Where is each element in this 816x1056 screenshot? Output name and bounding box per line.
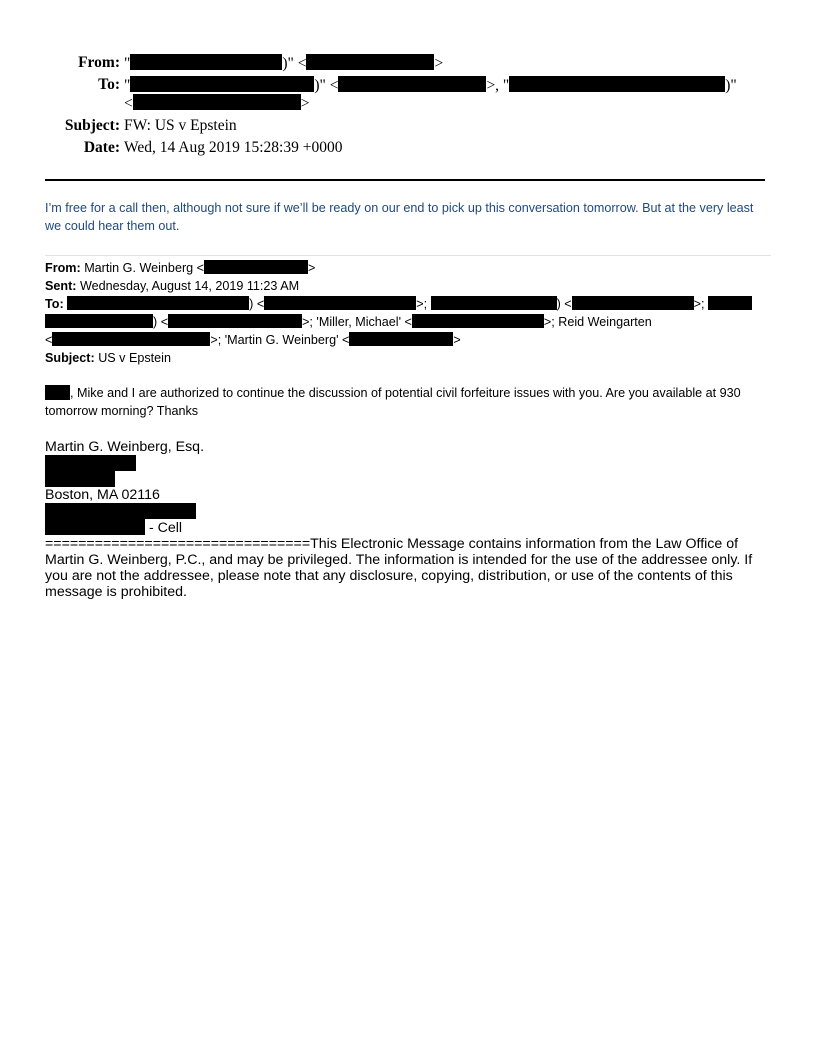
orig-sent-line: [45, 277, 775, 295]
redaction: [708, 296, 752, 310]
redaction: [306, 54, 434, 70]
redaction: [67, 296, 249, 310]
redaction: [412, 314, 544, 328]
subject-value: FW: US v Epstein: [124, 117, 237, 134]
reply-message: I’m free for a call then, although not sure if we’ll be ready on our end to pick up this conversation tomorrow. But at the very least we could hear them out.: [45, 201, 754, 233]
redaction: [431, 296, 557, 310]
from-label: From:: [78, 54, 120, 71]
signature-block: [45, 439, 775, 535]
date-label: Date:: [83, 139, 120, 156]
orig-from-label: From:: [45, 261, 81, 275]
redaction: [130, 76, 314, 92]
confidentiality-disclaimer: ================================This Electronic Message contains information from the Law Office of Martin G. Weinberg, P.C., and may be privileged. The information is intended for the use of the addressee only. If you are not the addressee, please note that any disclosure, copying, distribution, or use of the contents of this message is prohibited.: [45, 536, 753, 600]
orig-to-line-3: < >; 'Martin G. Weinberg' < >: [45, 333, 461, 347]
signature-name: Martin G. Weinberg, Esq.: [45, 439, 205, 455]
redaction: [509, 76, 725, 92]
redaction: [349, 332, 453, 346]
signature-redacted-line: [45, 503, 775, 519]
body-text: , Mike and I are authorized to continue the discussion of potential civil forfeiture issues with you. Are you available at 930 tomorrow morning? Thanks: [45, 386, 741, 418]
orig-sent-value: Wednesday, August 14, 2019 11:23 AM: [79, 279, 300, 293]
orig-to-miller: 'Miller, Michael': [316, 315, 402, 329]
signature-redacted-line: [45, 455, 775, 471]
signature-city: Boston, MA 02116: [45, 487, 160, 503]
redaction: [45, 519, 145, 535]
original-message-header: [45, 259, 775, 367]
orig-to-reid: Reid Weingarten: [558, 315, 652, 329]
date-value: Wed, 14 Aug 2019 15:28:39 +0000: [124, 139, 343, 156]
signature-cell-line: [45, 519, 775, 535]
signature-redacted-line: [45, 471, 775, 487]
orig-to-line: To: ) < >; ) < >;: [45, 295, 775, 313]
to-value-continued: < >: [124, 95, 310, 112]
subject-label: Subject:: [64, 117, 120, 134]
redaction: [45, 503, 196, 519]
redaction: [204, 260, 308, 274]
redaction: [338, 76, 486, 92]
orig-sent-label: Sent:: [45, 279, 77, 293]
message-separator: [45, 255, 771, 256]
orig-subject-value: US v Epstein: [98, 351, 171, 365]
redaction: [130, 54, 282, 70]
redaction: [45, 314, 153, 328]
orig-to-weinberg: 'Martin G. Weinberg': [224, 333, 339, 347]
orig-from-name: Martin G. Weinberg: [84, 261, 194, 275]
redaction: [52, 332, 210, 346]
to-label: To:: [98, 76, 120, 93]
redaction: [168, 314, 302, 328]
orig-to-label: To:: [45, 297, 64, 311]
orig-subject-label: Subject:: [45, 351, 95, 365]
orig-to-line-2: ) < >; 'Miller, Michael' < >; Reid Weingarten: [45, 313, 775, 331]
orig-subject-line: [45, 349, 775, 367]
header-divider: [45, 179, 765, 181]
redaction: [45, 385, 70, 400]
redaction: [133, 94, 301, 110]
to-value: " )" < >, " )": [124, 77, 737, 94]
redaction: [45, 471, 115, 487]
redaction: [572, 296, 694, 310]
orig-from-line: From: Martin G. Weinberg < >: [45, 261, 316, 275]
redaction: [45, 455, 136, 471]
from-value: " )" < >: [124, 55, 444, 72]
redaction: [264, 296, 416, 310]
signature-cell-label: - Cell: [148, 520, 183, 536]
original-message-body: [45, 384, 775, 420]
